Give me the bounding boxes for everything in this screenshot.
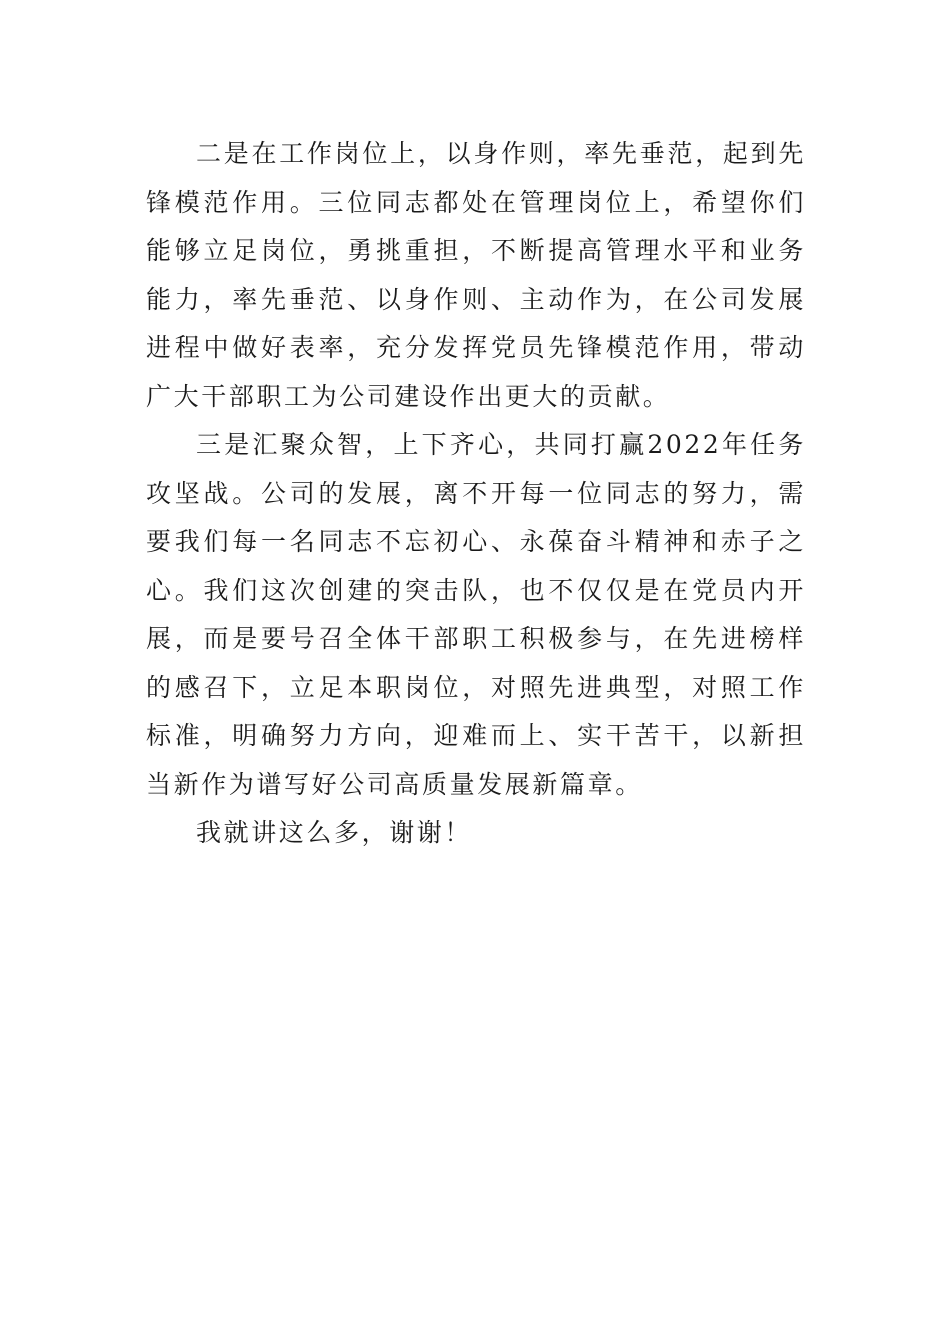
- document-body: [146, 130, 806, 858]
- paragraph-unite-effort: 三是汇聚众智，上下齐心，共同打赢2022年任务攻坚战。公司的发展，离不开每一位同志的努力，需要我们每一名同志不忘初心、永葆奋斗精神和赤子之心。我们这次创建的突击队，也不仅仅是在党员内开展，而是要号召全体干部职工积极参与，在先进榜样的感召下，立足本职岗位，对照先进典型，对照工作标准，明确努力方向，迎难而上、实干苦干，以新担当新作为谱写好公司高质量发展新篇章。: [146, 430, 806, 799]
- paragraph-role-model: 二是在工作岗位上，以身作则，率先垂范，起到先锋模范作用。三位同志都处在管理岗位上，希望你们能够立足岗位，勇挑重担，不断提高管理水平和业务能力，率先垂范、以身作则、主动作为，在公司发展进程中做好表率，充分发挥党员先锋模范作用，带动广大干部职工为公司建设作出更大的贡献。: [146, 139, 806, 411]
- paragraph-closing: 我就讲这么多，谢谢！: [196, 818, 473, 847]
